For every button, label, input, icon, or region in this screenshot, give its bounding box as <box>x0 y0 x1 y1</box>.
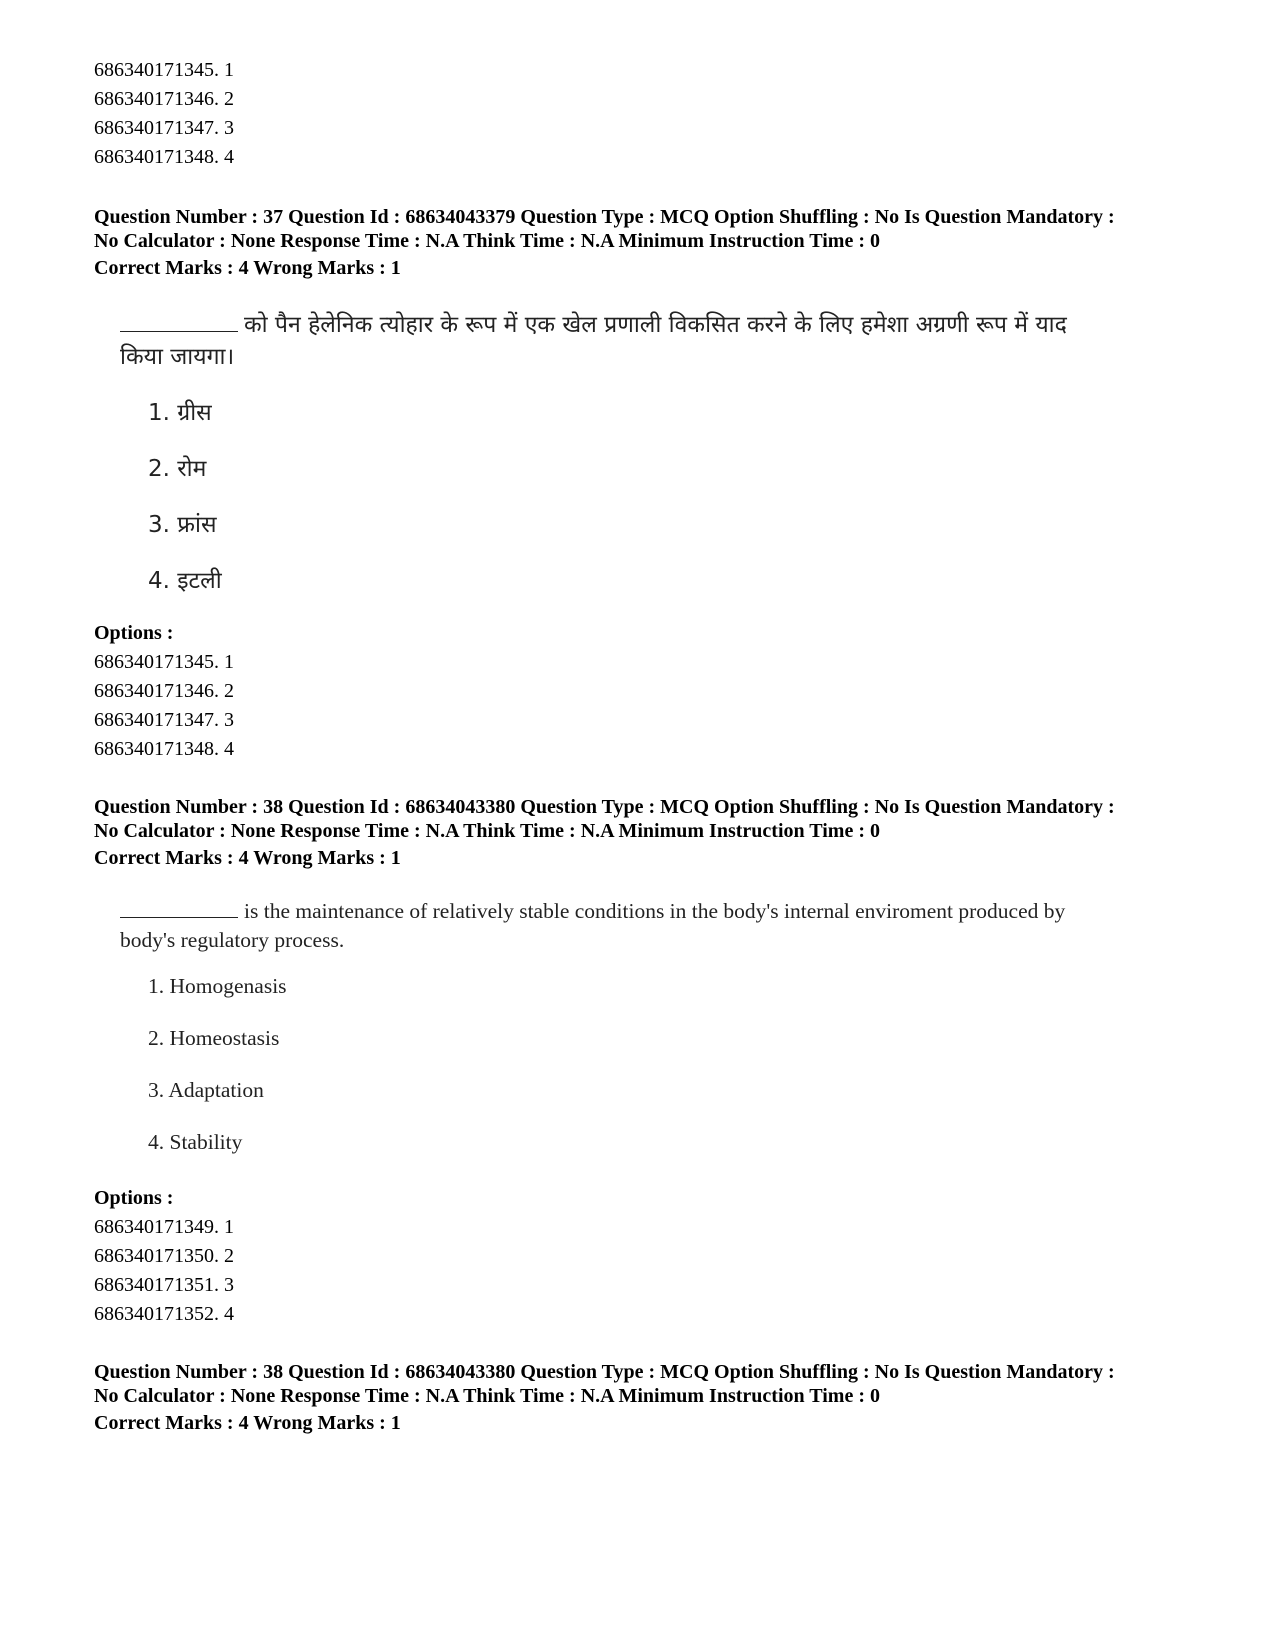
question-38-stem <box>120 895 1180 955</box>
question-37-options <box>94 619 1214 764</box>
options-label: Options : <box>94 622 174 644</box>
question-marks: Correct Marks : 4 Wrong Marks : 1 <box>94 257 401 279</box>
option-id-line: 686340171349. 1 <box>94 1216 234 1238</box>
option-id-line: 686340171352. 4 <box>94 1303 234 1325</box>
choice-3: 3. Adaptation <box>148 1078 264 1102</box>
question-marks: Correct Marks : 4 Wrong Marks : 1 <box>94 1412 401 1434</box>
question-meta-line-1: Question Number : 38 Question Id : 68634043380 Question Type : MCQ Option Shuffling : No Is Question Mandatory : <box>94 796 1115 818</box>
option-id-line: 686340171348. 4 <box>94 146 234 168</box>
question-meta-line-1: Question Number : 38 Question Id : 68634043380 Question Type : MCQ Option Shuffling : No Is Question Mandatory : <box>94 1361 1115 1383</box>
choice-4: 4. Stability <box>148 1130 243 1154</box>
choice-2: 2. रोम <box>148 456 207 482</box>
question-meta-line-2: No Calculator : None Response Time : N.A Think Time : N.A Minimum Instruction Time : 0 <box>94 820 880 842</box>
question-37-stem <box>120 309 1180 373</box>
question-38-options <box>94 1184 1214 1329</box>
stem-text-line-2: body's regulatory process. <box>120 928 345 952</box>
option-id-line: 686340171345. 1 <box>94 651 234 673</box>
option-id-line: 686340171351. 3 <box>94 1274 234 1296</box>
option-id-line: 686340171346. 2 <box>94 680 234 702</box>
fill-blank <box>120 895 238 918</box>
choice-1: 1. ग्रीस <box>148 400 212 426</box>
stem-text-line-1: is the maintenance of relatively stable conditions in the body's internal enviroment produced by <box>244 899 1066 923</box>
stem-text-line-2: किया जायगा। <box>120 344 235 370</box>
option-id-line: 686340171347. 3 <box>94 709 234 731</box>
choice-2: 2. Homeostasis <box>148 1026 280 1050</box>
fill-blank <box>120 309 238 332</box>
option-id-line: 686340171350. 2 <box>94 1245 234 1267</box>
option-id-line: 686340171348. 4 <box>94 738 234 760</box>
option-id-line: 686340171347. 3 <box>94 117 234 139</box>
option-id-line: 686340171346. 2 <box>94 88 234 110</box>
choice-4: 4. इटली <box>148 568 222 594</box>
question-37-header <box>94 205 1214 280</box>
question-meta-line-2: No Calculator : None Response Time : N.A Think Time : N.A Minimum Instruction Time : 0 <box>94 230 880 252</box>
stem-text-line-1: को पैन हेलेनिक त्योहार के रूप में एक खेल प्रणाली विकसित करने के लिए हमेशा अग्रणी रूप में याद <box>244 312 1067 338</box>
question-38-header <box>94 795 1214 870</box>
question-marks: Correct Marks : 4 Wrong Marks : 1 <box>94 847 401 869</box>
option-id-line: 686340171345. 1 <box>94 59 234 81</box>
top-options-list <box>94 56 1214 172</box>
question-38-repeat-header <box>94 1360 1214 1435</box>
question-meta-line-1: Question Number : 37 Question Id : 68634043379 Question Type : MCQ Option Shuffling : No Is Question Mandatory : <box>94 206 1115 228</box>
choice-1: 1. Homogenasis <box>148 974 287 998</box>
choice-3: 3. फ्रांस <box>148 512 217 538</box>
question-meta-line-2: No Calculator : None Response Time : N.A Think Time : N.A Minimum Instruction Time : 0 <box>94 1385 880 1407</box>
options-label: Options : <box>94 1187 174 1209</box>
